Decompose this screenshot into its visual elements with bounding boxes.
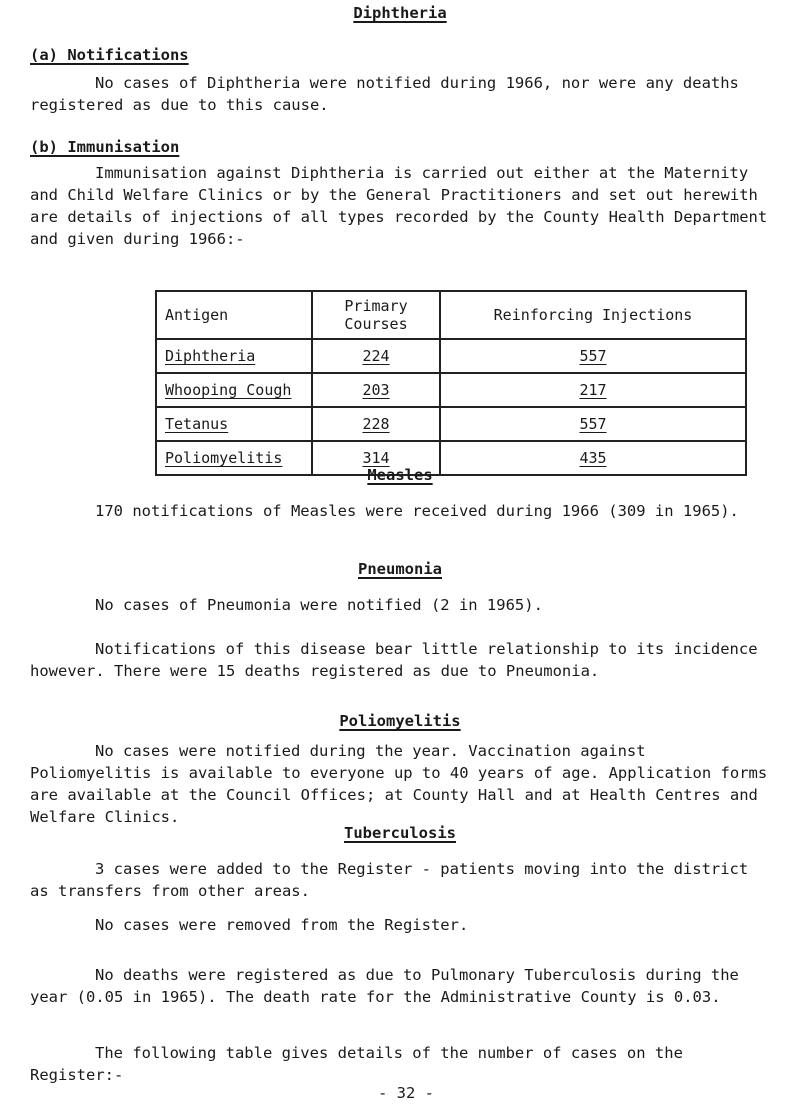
table-header-row [156,291,746,339]
tuberculosis-text-3: No deaths were registered as due to Pulmonary Tuberculosis during the year (0.05 in 1965). The death rate for the Administrative County is 0.03. [30,966,739,1006]
tuberculosis-text-2: No cases were removed from the Register. [95,916,469,934]
table-cell: 228 [362,415,390,433]
table-row [156,407,746,441]
table-cell: 203 [362,381,390,399]
page-title: Diphtheria [353,4,447,22]
table-header-antigen: Antigen [156,291,312,339]
table-cell: Diphtheria [165,347,256,365]
tuberculosis-text-4: The following table gives details of the number of cases on the Register:- [30,1044,683,1084]
table-cell: Tetanus [165,415,229,433]
table-cell: Whooping Cough [165,381,292,399]
table-cell: 557 [579,347,607,365]
table-cell: Poliomyelitis [165,449,283,467]
table-header-reinforcing: Reinforcing Injections [440,291,746,339]
table-cell: 435 [579,449,607,467]
table-header-primary: Primary Courses [312,291,440,339]
table-cell: 224 [362,347,390,365]
table-cell: 314 [362,449,390,467]
notifications-text: No cases of Diphtheria were notified during 1966, nor were any deaths registered as due to this cause. [30,74,739,114]
table-row [156,339,746,373]
immunisation-text: Immunisation against Diphtheria is carried out either at the Maternity and Child Welfare Clinics or by the General Practitioners and set out herewith are details of injections of all types recorded by the County Health Department and given during 1966:- [30,164,768,248]
table-cell: 217 [579,381,607,399]
pneumonia-text-1: No cases of Pneumonia were notified (2 in 1965). [95,596,543,614]
poliomyelitis-heading: Poliomyelitis [339,712,461,730]
tuberculosis-text-1: 3 cases were added to the Register - patients moving into the district as transfers from other areas. [30,860,749,900]
notifications-heading: (a) Notifications [30,46,189,64]
table-row [156,373,746,407]
poliomyelitis-text: No cases were notified during the year. Vaccination against Poliomyelitis is available to everyone up to 40 years of age. Application forms are available at the Council Offices; at County Hall and at Health Centres and Welfare Clinics. [30,742,768,826]
page-number: - 32 - [378,1084,434,1102]
table-cell: 557 [579,415,607,433]
tuberculosis-heading: Tuberculosis [344,824,456,842]
immunisation-heading: (b) Immunisation [30,138,180,156]
pneumonia-text-2: Notifications of this disease bear little relationship to its incidence however. There were 15 deaths registered as due to Pneumonia. [30,640,758,680]
measles-text: 170 notifications of Measles were received during 1966 (309 in 1965). [95,502,739,520]
immunisation-table [155,290,747,476]
measles-heading: Measles [367,466,433,484]
pneumonia-heading: Pneumonia [358,560,442,578]
